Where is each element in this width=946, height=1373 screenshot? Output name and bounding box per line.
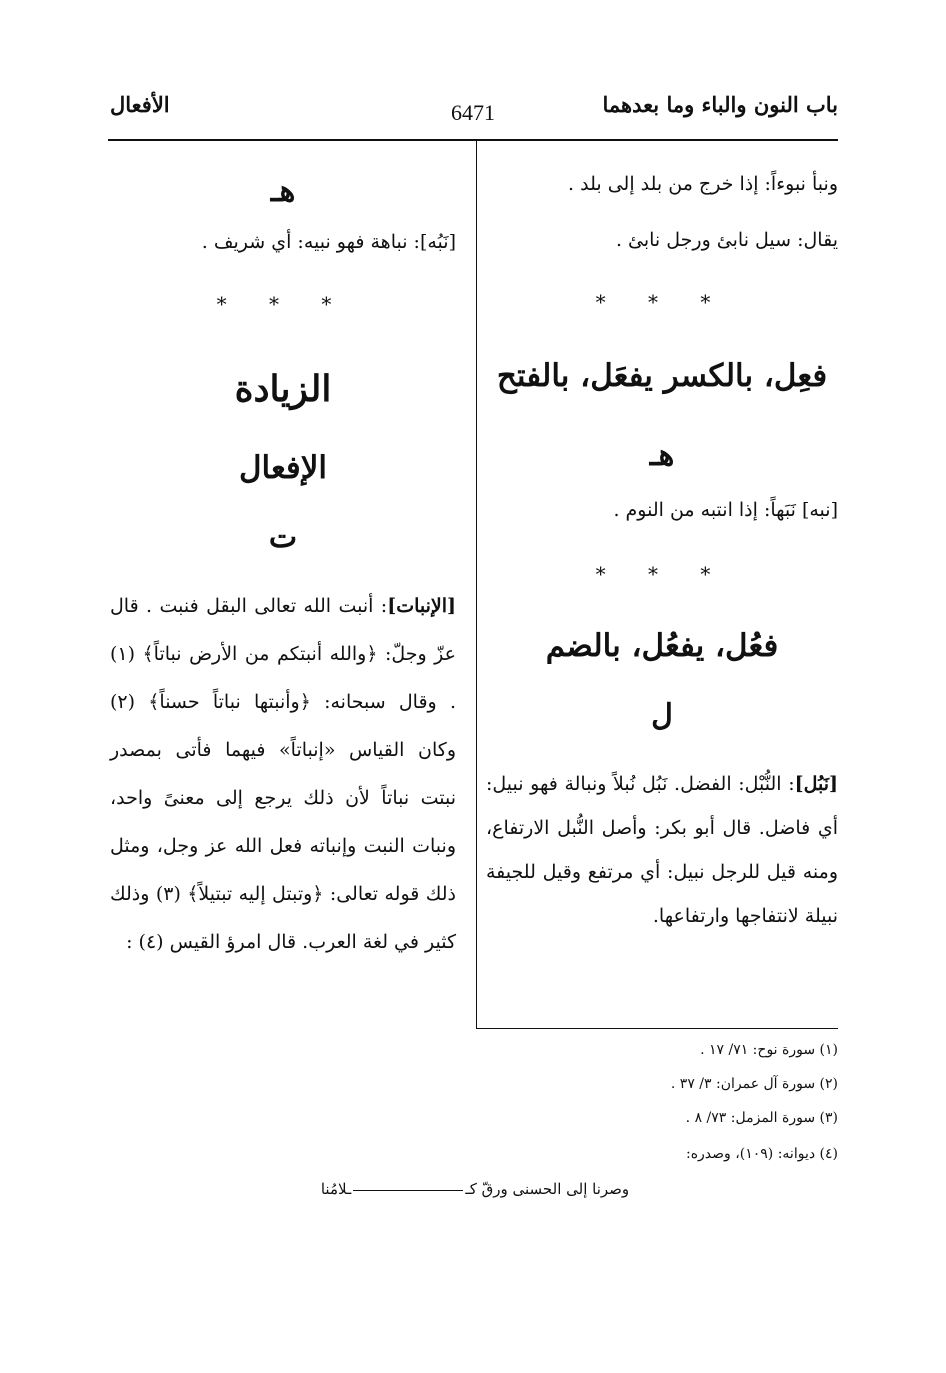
letter-heading-ta: ت (268, 520, 298, 555)
separator-stars: * * * (595, 562, 729, 586)
section-heading-kasr: فعِل، بالكسر يفعَل، بالفتح (496, 358, 828, 394)
entry-label: [نَبُل] (794, 773, 838, 795)
section-heading-ziyada: الزيادة (234, 368, 332, 410)
running-header-section: الأفعال (110, 92, 170, 117)
footnote-rule (476, 1028, 838, 1029)
verse-stretch (353, 1190, 463, 1191)
verse-first-half: وصرنا إلى الحسنى ورقّ كـ (465, 1180, 630, 1198)
footnote-4: (٤) ديوانه: (١٠٩)، وصدره: (685, 1146, 838, 1162)
page-number: 6471 (451, 100, 495, 125)
letter-heading-lam: ل (651, 698, 673, 733)
entry-label: [الإنبات] (387, 595, 456, 617)
verse-second-half: ـلامُنا (320, 1180, 352, 1198)
section-heading-ifaal: الإفعال (238, 450, 328, 486)
letter-heading-ha: هـ (270, 174, 296, 209)
separator-stars: * * * (595, 290, 729, 314)
paragraph-nabul (486, 762, 838, 938)
paragraph-inbat (110, 582, 456, 966)
section-heading-damm: فعُل، يفعُل، بالضم (545, 628, 779, 664)
header-rule (108, 139, 838, 141)
paragraph-saying: يقال: سيل نابئ ورجل نابئ . (615, 229, 838, 251)
footnote-3: (٣) سورة المزمل: ٧٣/ ٨ . (685, 1110, 838, 1126)
footnote-2: (٢) سورة آل عمران: ٣/ ٣٧ . (670, 1076, 838, 1092)
paragraph-nabaha: [نبه] نَبَهاً: إذا انتبه من النوم . (613, 499, 838, 521)
footnote-1: (١) سورة نوح: ٧١/ ١٧ . (700, 1042, 838, 1058)
running-header-chapter: باب النون والباء وما بعدهما (602, 92, 838, 117)
letter-heading-ha: هـ (649, 438, 675, 473)
paragraph-nabuh: [نَبُه]: نباهة فهو نبيه: أي شريف . (201, 231, 456, 253)
separator-stars: * * * (216, 292, 350, 316)
entry-text: : النُّبْل: الفضل. نَبُل نُبلاً ونبالة فهو نبيل: أي فاضل. قال أبو بكر: وأصل النُّبل الارتفاع، ومنه قيل للرجل نبيل: أي مرتفع وقيل للجيفة نبيلة لانتفاجها وارتفاعها. (486, 773, 838, 927)
verse-line (300, 1180, 650, 1198)
paragraph-naba: ونبأ نبوءاً: إذا خرج من بلد إلى بلد . (568, 173, 838, 195)
column-divider (476, 141, 477, 1029)
entry-text: : أنبت الله تعالى البقل فنبت . قال عزّ وجلّ: ﴿والله أنبتكم من الأرض نباتاً﴾ (١) . وقال سبحانه: ﴿وأنبتها نباتاً حسناً﴾ (٢) وكان القياس «إنباتاً» فيهما فأتى بمصدر نبتت نباتاً لأن ذلك يرجع إلى معنىً واحد، ونبات النبت وإنباته فعل الله عز وجل، ومثل ذلك قوله تعالى: ﴿وتبتل إليه تبتيلاً﴾ (٣) وذلك كثير في لغة العرب. قال امرؤ القيس (٤) : (110, 595, 456, 953)
